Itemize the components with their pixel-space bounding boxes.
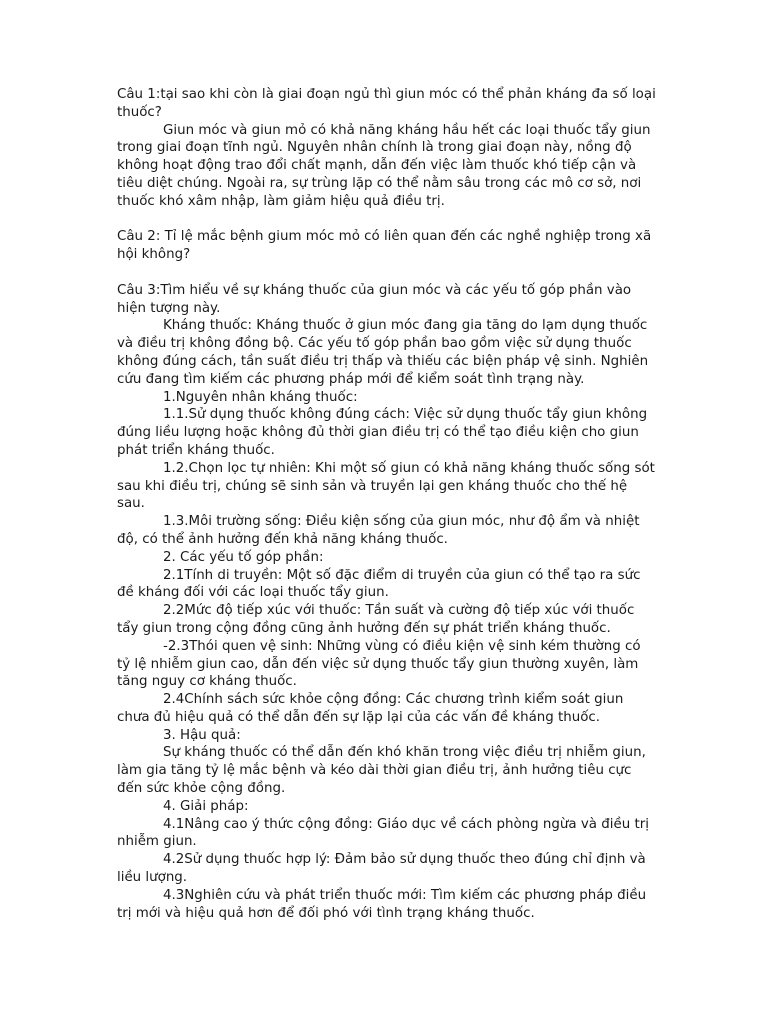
paragraph: 1.3.Môi trường sống: Điều kiện sống của giun móc, như độ ẩm và nhiệt độ, có thể ảnh hưởng đến khả năng kháng thuốc. — [117, 514, 640, 547]
paragraph-spacer — [117, 211, 657, 229]
paragraph: Câu 2: Tỉ lệ mắc bệnh gium móc mỏ có liên quan đến các nghề nghiệp trong xã hội không? — [117, 229, 652, 263]
paragraph: 4. Giải pháp: — [163, 798, 249, 814]
paragraph: 2. Các yếu tố góp phần: — [163, 549, 324, 565]
paragraph: 4.2Sử dụng thuốc hợp lý: Đảm bảo sử dụng thuốc theo đúng chỉ định và liều lượng. — [117, 852, 646, 886]
paragraph: 1.2.Chọn lọc tự nhiên: Khi một số giun có khả năng kháng thuốc sống sót sau khi điều trị, chúng sẽ sinh sản và truyền lại gen kháng thuốc cho thế hệ sau. — [117, 460, 655, 512]
paragraph: 3. Hậu quả: — [163, 727, 241, 743]
paragraph: Câu 3:Tìm hiểu về sự kháng thuốc của giun móc và các yếu tố góp phần vào hiện tượng này. — [117, 282, 632, 316]
paragraph: 2.1Tính di truyền: Một số đặc điểm di truyền của giun có thể tạo ra sức đề kháng đối với các loại thuốc tẩy giun. — [117, 567, 641, 601]
paragraph: Câu 1:tại sao khi còn là giai đoạn ngủ thì giun móc có thể phản kháng đa số loại thuốc? — [117, 87, 656, 120]
paragraph: 1.Nguyên nhân kháng thuốc: — [163, 389, 358, 405]
paragraph: 1.1.Sử dụng thuốc không đúng cách: Việc sử dụng thuốc tẩy giun không đúng liều lượng hoặc không đủ thời gian điều trị có thể tạo điều kiện cho giun phát triển kháng thuốc. — [117, 407, 648, 458]
paragraph: Sự kháng thuốc có thể dẫn đến khó khăn trong việc điều trị nhiễm giun, làm gia tăng tỷ lệ mắc bệnh và kéo dài thời gian điều trị, ảnh hưởng tiêu cực đến sức khỏe cộng đồng. — [117, 745, 646, 797]
document-page — [117, 86, 657, 922]
paragraph: 2.2Mức độ tiếp xúc với thuốc: Tần suất và cường độ tiếp xúc với thuốc tẩy giun trong cộng đồng cũng ảnh hưởng đến sự phát triển kháng thuốc. — [117, 603, 635, 636]
paragraph: Giun móc và giun mỏ có khả năng kháng hầu hết các loại thuốc tẩy giun trong giai đoạn tĩnh ngủ. Nguyên nhân chính là trong giai đoạn này, nồng độ không hoạt động trao đổi chất mạnh, dẫn đến việc làm thuốc khó tiếp cận và tiêu diệt chúng. Ngoài ra, sự trùng lặp có thể nằm sâu trong các mô cơ sở, nơi thuốc khó xâm nhập, làm giảm hiệu quả điều trị. — [117, 122, 651, 209]
paragraph: 4.1Nâng cao ý thức cộng đồng: Giáo dục về cách phòng ngừa và điều trị nhiễm giun. — [117, 816, 649, 850]
paragraph: Kháng thuốc: Kháng thuốc ở giun móc đang gia tăng do lạm dụng thuốc và điều trị không đồng bộ. Các yếu tố góp phần bao gồm việc sử dụng thuốc không đúng cách, tần suất điều trị thấp và thiếu các biện pháp vệ sinh. Nghiên cứu đang tìm kiếm các phương pháp mới để kiểm soát tình trạng này. — [117, 318, 649, 387]
paragraph: 4.3Nghiên cứu và phát triển thuốc mới: Tìm kiếm các phương pháp điều trị mới và hiệu quả hơn để đối phó với tình trạng kháng thuốc. — [117, 887, 647, 921]
document-body — [117, 86, 657, 922]
paragraph: -2.3Thói quen vệ sinh: Những vùng có điều kiện vệ sinh kém thường có tỷ lệ nhiễm giun cao, dẫn đến việc sử dụng thuốc tẩy giun thường xuyên, làm tăng nguy cơ kháng thuốc. — [117, 638, 641, 690]
paragraph-spacer — [117, 264, 657, 282]
paragraph: 2.4Chính sách sức khỏe cộng đồng: Các chương trình kiểm soát giun chưa đủ hiệu quả có thể dẫn đến sự lặp lại của các vấn đề kháng thuốc. — [117, 692, 624, 725]
